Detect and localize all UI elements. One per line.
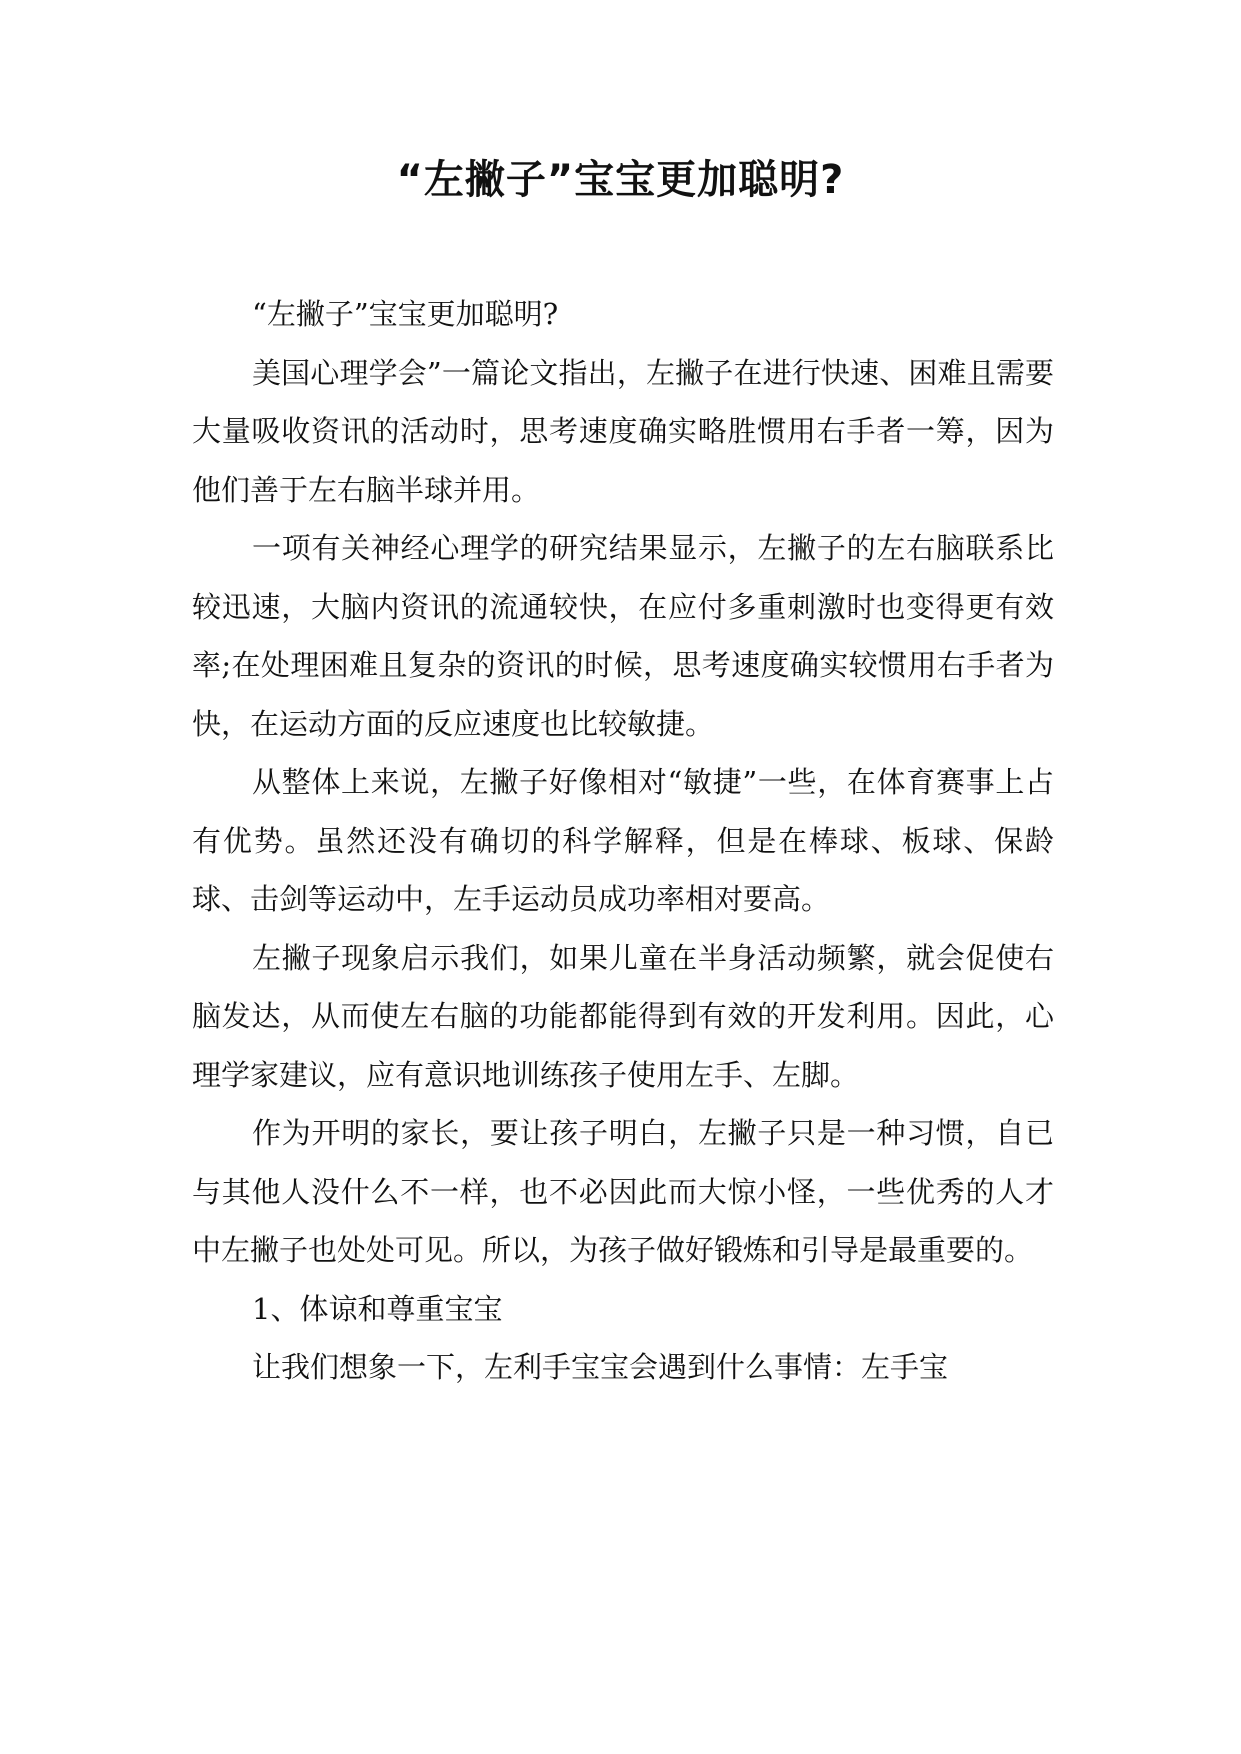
paragraph: 让我们想象一下，左利手宝宝会遇到什么事情：左手宝	[252, 1350, 949, 1384]
document-body	[192, 285, 1054, 1397]
paragraph: “左撇子”宝宝更加聪明?	[252, 297, 559, 331]
paragraph: 美国心理学会”一篇论文指出，左撇子在进行快速、困难且需要大量吸收资讯的活动时，思考速度确实略胜惯用右手者一筹，因为他们善于左右脑半球并用。	[192, 355, 1054, 507]
paragraph: 左撇子现象启示我们，如果儿童在半身活动频繁，就会促使右脑发达，从而使左右脑的功能都能得到有效的开发利用。因此，心理学家建议，应有意识地训练孩子使用左手、左脚。	[192, 940, 1054, 1092]
paragraph: 从整体上来说，左撇子好像相对“敏捷”一些，在体育赛事上占有优势。虽然还没有确切的科学解释，但是在棒球、板球、保龄球、击剑等运动中，左手运动员成功率相对要高。	[192, 765, 1054, 916]
section-heading: 1、体谅和尊重宝宝	[252, 1291, 503, 1326]
paragraph: 作为开明的家长，要让孩子明白，左撇子只是一种习惯，自已与其他人没什么不一样，也不必因此而大惊小怪，一些优秀的人才中左撇子也处处可见。所以，为孩子做好锻炼和引导是最重要的。	[192, 1116, 1054, 1267]
document-title: “左撇子”宝宝更加聪明?	[396, 157, 845, 203]
paragraph: 一项有关神经心理学的研究结果显示，左撇子的左右脑联系比较迅速，大脑内资讯的流通较快，在应付多重刺激时也变得更有效率;在处理困难且复杂的资讯的时候，思考速度确实较惯用右手者为快，在运动方面的反应速度也比较敏捷。	[192, 531, 1054, 741]
